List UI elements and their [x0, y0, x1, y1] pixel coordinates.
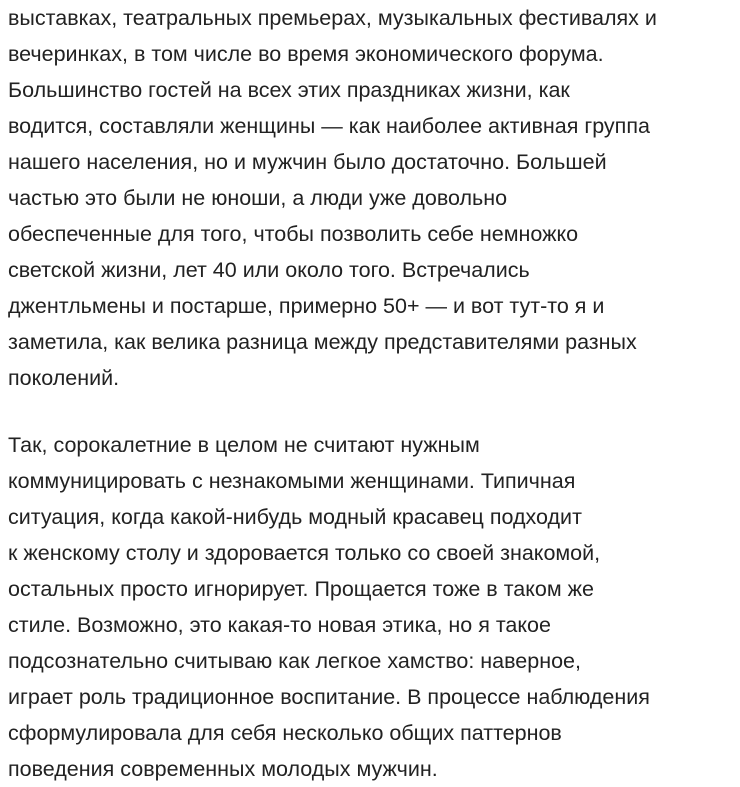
- text-line: выставках, театральных премьерах, музыкальных фестивалях и: [8, 6, 657, 30]
- text-line: остальных просто игнорирует. Прощается тоже в таком же: [8, 577, 594, 601]
- text-line: сформулировала для себя несколько общих паттернов: [8, 721, 562, 745]
- text-line: ситуация, когда какой-нибудь модный красавец подходит: [8, 505, 582, 529]
- text-line: подсознательно считываю как легкое хамство: наверное,: [8, 649, 581, 673]
- text-line: частью это были не юноши, а люди уже довольно: [8, 186, 508, 210]
- text-line: обеспеченные для того, чтобы позволить себе немножко: [8, 222, 579, 246]
- text-line: джентльмены и постарше, примерно 50+ — и вот тут-то я и: [8, 294, 605, 318]
- text-line: коммуницировать с незнакомыми женщинами. Типичная: [8, 469, 576, 493]
- text-line: водится, составляли женщины — как наиболее активная группа: [8, 114, 650, 138]
- text-line: поведения современных молодых мужчин.: [8, 757, 438, 781]
- text-line: Так, сорокалетние в целом не считают нужным: [8, 433, 480, 457]
- text-line: заметила, как велика разница между представителями разных: [8, 330, 637, 354]
- text-line: стиле. Возможно, это какая-то новая этика, но я такое: [8, 613, 551, 637]
- text-line: светской жизни, лет 40 или около того. Встречались: [8, 258, 530, 282]
- paragraph-1: [8, 0, 736, 396]
- text-line: Большинство гостей на всех этих праздниках жизни, как: [8, 78, 570, 102]
- text-line: играет роль традиционное воспитание. В процессе наблюдения: [8, 685, 650, 709]
- paragraph-2: [8, 427, 736, 787]
- article-body: [8, 0, 736, 787]
- text-line: к женскому столу и здоровается только со своей знакомой,: [8, 541, 601, 565]
- text-line: нашего населения, но и мужчин было достаточно. Большей: [8, 150, 607, 174]
- text-line: поколений.: [8, 366, 120, 390]
- text-line: вечеринках, в том числе во время экономического форума.: [8, 42, 604, 66]
